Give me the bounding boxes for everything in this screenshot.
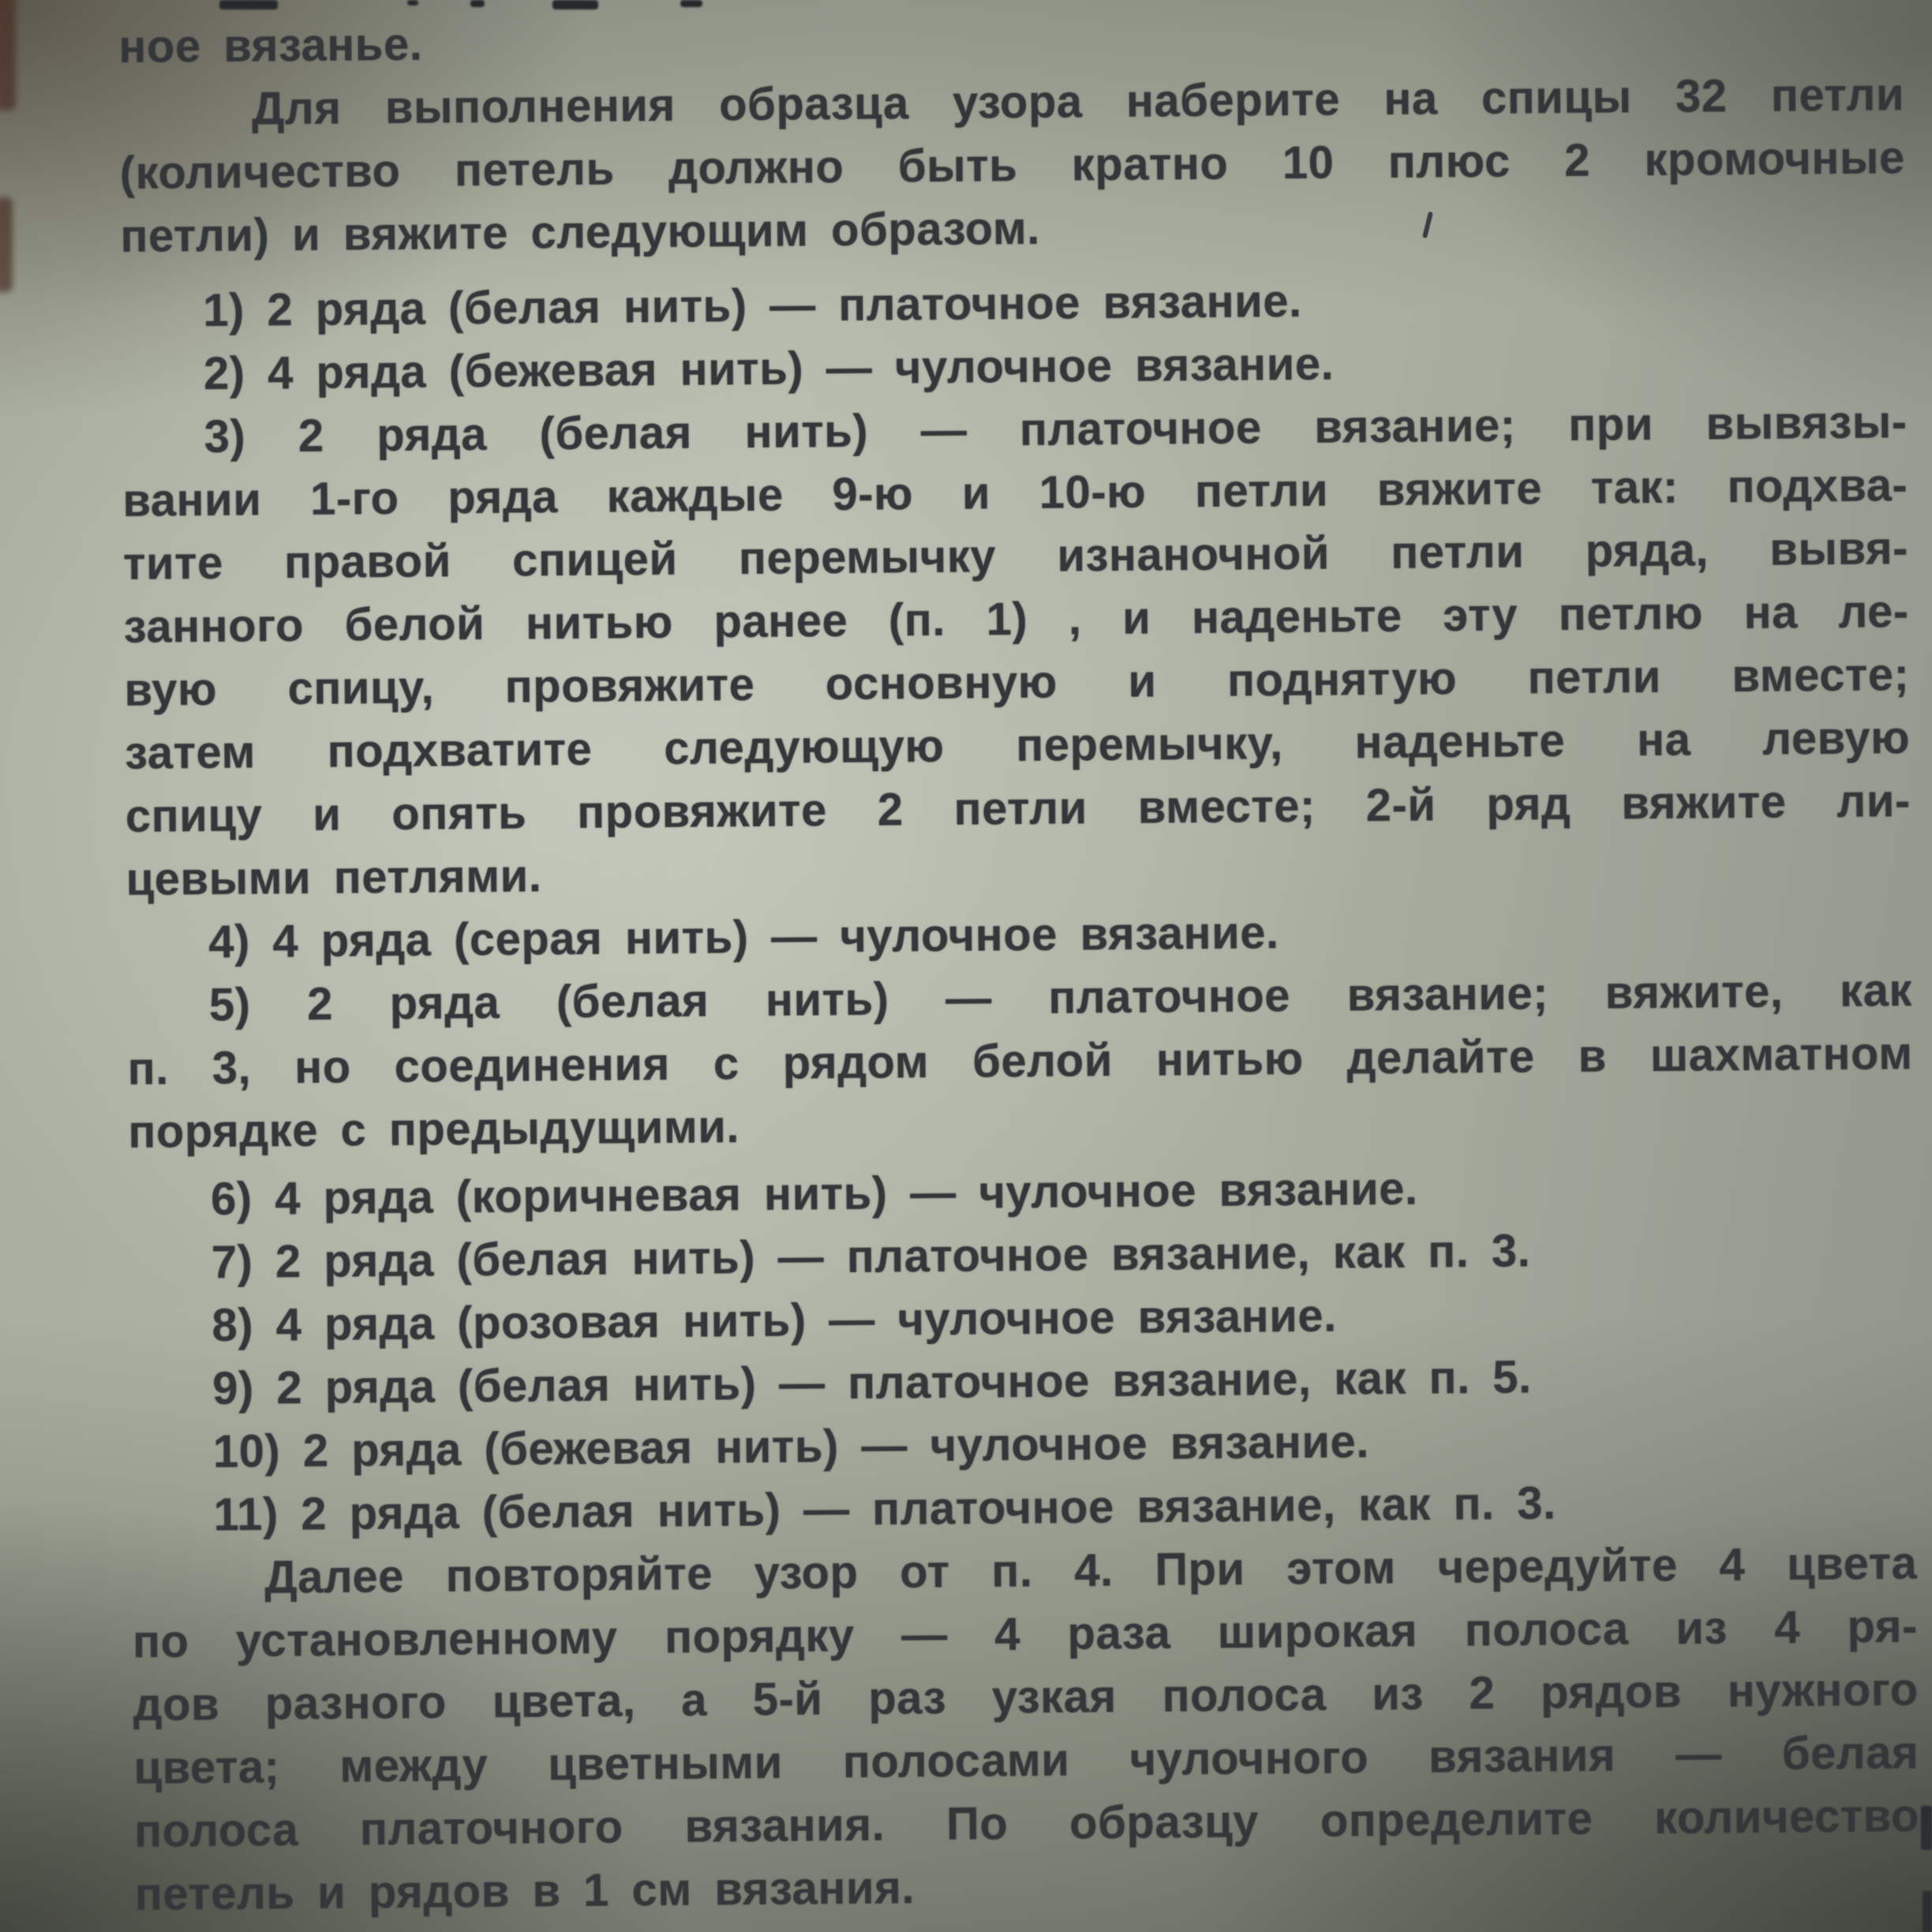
list-item-line: 4) 4 ряда (серая нить) — чулочное вязание. [208, 907, 1279, 968]
photo-edge-artifact [0, 0, 16, 110]
text-line: цвета; между цветными полосами чулочного вязания — белая [133, 1727, 1919, 1794]
list-item-line: 6) 4 ряда (коричневая нить) — чулочное вязание. [210, 1163, 1418, 1226]
text-line: тите правой спицей перемычку изнаночной петли ряда, вывя- [122, 522, 1909, 590]
text-line: затем подхватите следующую перемычку, наденьте на левую [124, 712, 1911, 779]
text-line: спицу и опять провяжите 2 петли вместе; 2-й ряд вяжите ли- [125, 775, 1911, 842]
list-item-line: 3) 2 ряда (белая нить) — платочное вязание; при вывязы- [204, 396, 1908, 463]
text-line: цевыми петлями. [125, 850, 542, 905]
text-line: п. 3, но соединения с рядом белой нитью делайте в шахматном [127, 1028, 1913, 1095]
list-item-line: 2) 4 ряда (бежевая нить) — чулочное вязание. [203, 338, 1335, 400]
text-line: дов разного цвета, а 5-й раз узкая полоса из 2 рядов нужного [133, 1664, 1919, 1731]
cutoff-text-fragment [552, 0, 598, 9]
list-item-line: 5) 2 ряда (белая нить) — платочное вязание; вяжите, как [208, 964, 1913, 1032]
text-line: (количество петель должно быть кратно 10 плюс 2 кромочные [119, 132, 1905, 199]
text-line: занного белой нитью ранее (п. 1) , и наденьте эту петлю на ле- [123, 586, 1909, 653]
text-line: вании 1-го ряда каждые 9-ю и 10-ю петли вяжите так: подхва- [122, 459, 1908, 526]
cutoff-text-fragment [219, 0, 278, 9]
cutoff-text-fragment [407, 0, 418, 6]
text-line: петель и рядов в 1 см вязания. [134, 1862, 915, 1920]
cutoff-text-fragment [680, 0, 702, 7]
text-line: порядке с предыдущими. [128, 1101, 740, 1158]
list-item-line: 8) 4 ряда (розовая нить) — чулочное вязание. [212, 1290, 1337, 1352]
list-item-line: 10) 2 ряда (бежевая нить) — чулочное вязание. [212, 1416, 1370, 1478]
cutoff-text-fragment [470, 0, 485, 7]
list-item-line: 1) 2 ряда (белая нить) — платочное вязание. [202, 275, 1302, 337]
list-item-line: 7) 2 ряда (белая нить) — платочное вязание, как п. 3. [211, 1225, 1531, 1289]
text-line: по установленному порядку — 4 раза широкая полоса из 4 ря- [132, 1601, 1919, 1668]
text-line: петли) и вяжите следующим образом. [120, 202, 1041, 262]
text-line: Для выполнения образца узора наберите на спицы 32 петли [251, 69, 1905, 135]
list-item-line: 11) 2 ряда (белая нить) — платочное вязание, как п. 3. [213, 1477, 1556, 1541]
list-item-line: 9) 2 ряда (белая нить) — платочное вязание, как п. 5. [212, 1351, 1532, 1415]
photo-edge-artifact [0, 197, 13, 292]
page-text [118, 0, 1920, 1926]
text-line: полоса платочного вязания. По образцу определите количество [133, 1790, 1920, 1857]
text-line: Далее повторяйте узор от п. 4. При этом чередуйте 4 цвета [264, 1537, 1918, 1604]
clipped-glyph-fragment [1921, 1806, 1932, 1850]
text-line: ное вязанье. [118, 18, 423, 73]
text-line: вую спицу, провяжите основную и поднятую петли вместе; [124, 649, 1910, 716]
clipped-glyph-fragment [1923, 1891, 1932, 1932]
